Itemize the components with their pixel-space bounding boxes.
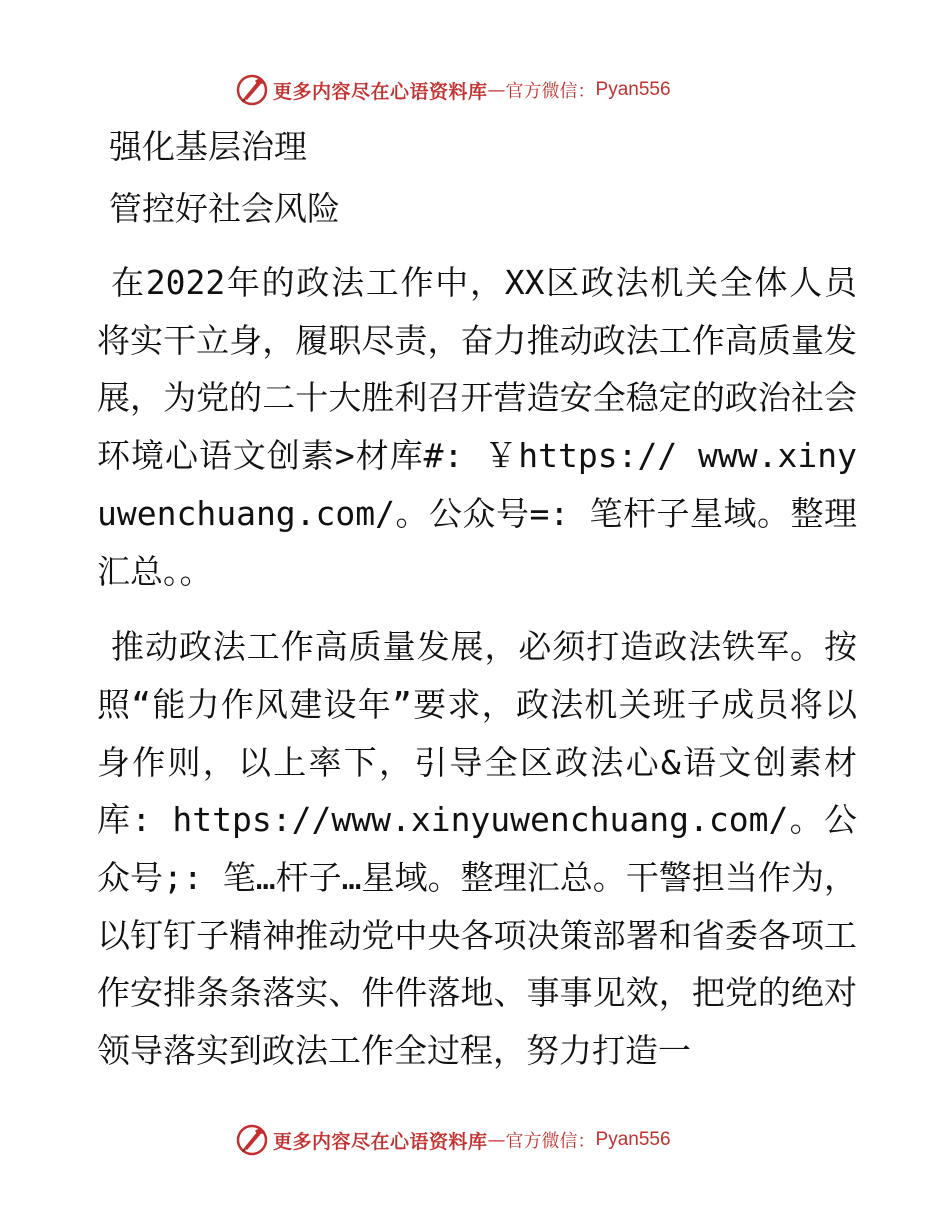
footer-banner [235, 1122, 671, 1158]
paragraph-1: 在2022年的政法工作中，XX区政法机关全体人员将实干立身，履职尽责，奋力推动政法工作高质量发展，为党的二十大胜利召开营造安全稳定的政治社会环境心语文创素>材库#: ￥https:// www.xinyuwenchuang.com/。公众号=: 笔杆子星域。整理汇总。。 [97, 263, 857, 591]
quill-pen-logo-icon [235, 1123, 269, 1157]
banner-main-text: 更多内容尽在心语资料库 [273, 80, 488, 103]
document-body [97, 118, 857, 1080]
banner-wechat-label: 官方微信： [505, 81, 596, 102]
banner-wechat-id: Pyan556 [595, 79, 671, 100]
banner-wechat-label: 官方微信： [505, 1131, 596, 1152]
quill-pen-logo-icon [235, 73, 269, 107]
banner-wechat-id: Pyan556 [595, 1129, 671, 1150]
banner-separator: — [487, 1129, 506, 1151]
paragraph-2: 推动政法工作高质量发展，必须打造政法铁军。按照“能力作风建设年”要求，政法机关班子成员将以身作则，以上率下，引导全区政法心&语文创素材库: https://www.xinyuwenchuang.com/。公众号;: 笔…杆子…星域。整理汇总。干警担当作为，以钉钉子精神推动党中央各项决策部署和省委各项工作安排条条落实、件件落地、事事见效，把党的绝对领导落实到政法工作全过程，努力打造一 [97, 627, 857, 1071]
section-heading-2: 管控好社会风险 [109, 189, 340, 228]
banner-main-text: 更多内容尽在心语资料库 [273, 1130, 488, 1153]
header-banner [235, 72, 671, 108]
section-heading-1: 强化基层治理 [109, 127, 307, 166]
banner-separator: — [487, 79, 506, 101]
